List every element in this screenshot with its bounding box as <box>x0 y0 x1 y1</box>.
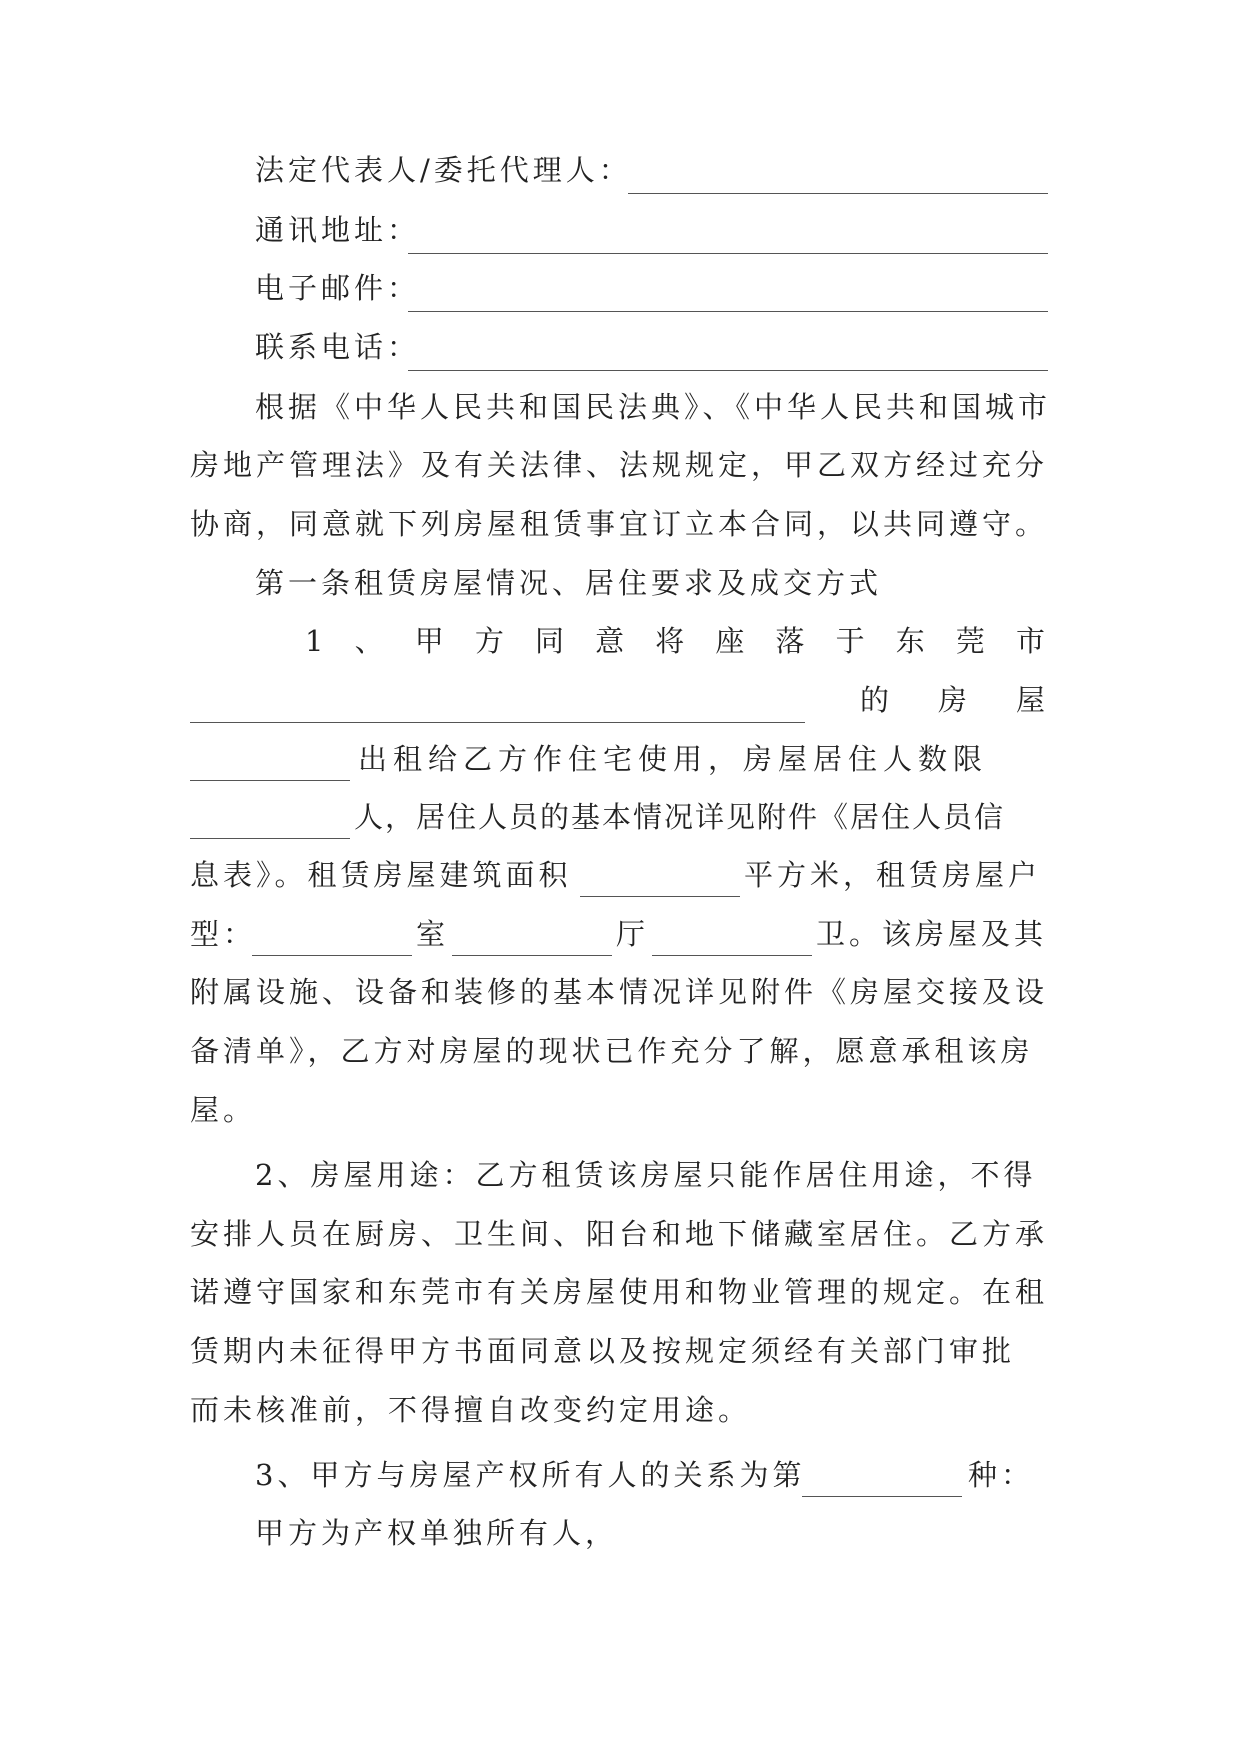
property-cert-blank <box>190 780 350 781</box>
clause-1-line-6d: 卫。该房屋及其 <box>816 917 1048 951</box>
preamble-line-2: 房地产管理法》及有关法律、法规规定，甲乙双方经过充分 <box>190 448 1049 482</box>
email-blank <box>408 311 1048 312</box>
rooms-blank <box>252 955 412 956</box>
email-label: 电子邮件： <box>255 271 421 305</box>
phone-blank <box>408 370 1048 371</box>
legal-representative-label: 法定代表人/委托代理人： <box>255 153 632 187</box>
clause-1-char: 将 <box>655 624 685 658</box>
clause-2-line-5: 而未核准前，不得擅自改变约定用途。 <box>190 1393 752 1427</box>
address-label: 通讯地址： <box>255 213 421 247</box>
clause-2-line-2: 安排人员在厨房、卫生间、阳台和地下储藏室居住。乙方承 <box>190 1217 1049 1251</box>
clause-1-char: 莞 <box>955 624 985 658</box>
clause-1-char: 同 <box>534 624 564 658</box>
bathrooms-blank <box>652 955 812 956</box>
clause-1-line-7: 附属设施、设备和装修的基本情况详见附件《房屋交接及设 <box>190 975 1049 1009</box>
clause-1-char: 座 <box>715 624 745 658</box>
address-blank <box>408 253 1048 254</box>
clause-2-line-4: 赁期内未征得甲方书面同意以及按规定须经有关部门审批 <box>190 1334 1016 1368</box>
article-1-title: 第一条租赁房屋情况、居住要求及成交方式 <box>255 566 883 600</box>
location-blank <box>190 722 805 723</box>
clause-1-line-6b: 室 <box>416 917 450 951</box>
clause-1-line-9: 屋。 <box>190 1093 257 1127</box>
clause-1-line-2 <box>860 680 1045 720</box>
clause-2-line-1: 2、房屋用途：乙方租赁该房屋只能作居住用途，不得 <box>255 1158 1037 1192</box>
clause-1-char: 甲 <box>414 624 444 658</box>
clause-2-line-3: 诺遵守国家和东莞市有关房屋使用和物业管理的规定。在租 <box>190 1275 1049 1309</box>
clause-1-line-3: 出租给乙方作住宅使用，房屋居住人数限 <box>358 742 989 776</box>
clause-1-char: 落 <box>775 624 805 658</box>
halls-blank <box>452 955 612 956</box>
clause-1-line-6a: 型： <box>190 917 257 951</box>
phone-label: 联系电话： <box>255 330 421 364</box>
occupants-blank <box>190 838 350 839</box>
area-blank <box>580 896 740 897</box>
clause-3-line-1a: 3、甲方与房屋产权所有人的关系为第 <box>255 1458 806 1492</box>
clause-1-char: 1 <box>305 624 324 658</box>
clause-1-char: 方 <box>474 624 504 658</box>
clause-1-char: 市 <box>1015 624 1045 658</box>
clause-1-line-5a: 息表》。租赁房屋建筑面积 <box>190 858 572 892</box>
clause-1-line-4: 人，居住人员的基本情况详见附件《居住人员信 <box>354 800 1006 834</box>
clause-1-char: 意 <box>595 624 625 658</box>
clause-1-char: 房 <box>937 683 967 717</box>
clause-1-char: 东 <box>895 624 925 658</box>
clause-1-char: 屋 <box>1015 683 1045 717</box>
legal-representative-blank <box>628 193 1048 194</box>
clause-1-line-1 <box>305 621 1045 661</box>
relationship-type-blank <box>802 1496 962 1497</box>
clause-1-char: 的 <box>860 683 890 717</box>
clause-1-char: 、 <box>354 624 384 658</box>
clause-1-line-6c: 厅 <box>616 917 650 951</box>
clause-1-line-8: 备清单》，乙方对房屋的现状已作充分了解，愿意承租该房 <box>190 1034 1034 1068</box>
clause-1-char: 于 <box>835 624 865 658</box>
clause-3-line-1b: 种： <box>968 1458 1035 1492</box>
preamble-line-3: 协商，同意就下列房屋租赁事宜订立本合同，以共同遵守。 <box>190 507 1049 541</box>
preamble-line-1: 根据《中华人民共和国民法典》、《中华人民共和国城市 <box>255 390 1052 424</box>
clause-3-line-2: 甲方为产权单独所有人， <box>255 1516 619 1550</box>
clause-1-line-5b: 平方米，租赁房屋户 <box>744 858 1042 892</box>
